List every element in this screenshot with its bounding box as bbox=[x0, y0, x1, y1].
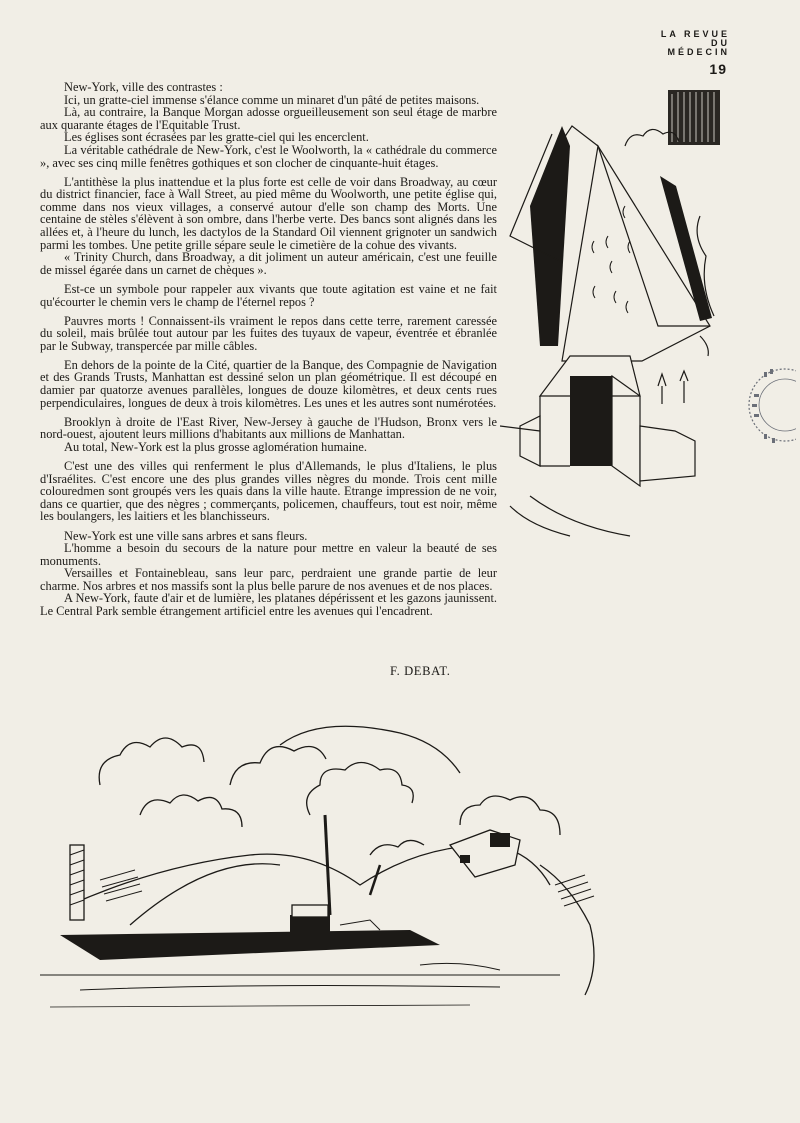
paragraph: New-York est une ville sans arbres et sans fleurs. bbox=[64, 528, 308, 543]
paragraph: A New-York, faute d'air et de lumière, les platanes dépérissent et les gazons jaunissent. Le Central Park semble étrangement artificiel entre les avenues qui l'encadrent. bbox=[40, 591, 497, 619]
paragraph: En dehors de la pointe de la Cité, quartier de la Banque, des Compagnie de Navigation et des Grands Trusts, Manhattan est dessiné selon un plan géométrique. Il est découpé en damier par quatorze avenues parallèles, longues de douze kilomètres, et deux cents rues perpendiculaires, longues de deux à trois kilomètres. Les unes et les autres sont numérotées. bbox=[40, 357, 497, 410]
paragraph: New-York, ville des contrastes : bbox=[64, 80, 223, 94]
running-head bbox=[661, 30, 730, 57]
paragraph: Les églises sont écrasées par les gratte-ciel qui les encerclent. bbox=[64, 130, 369, 145]
paragraph: Est-ce un symbole pour rappeler aux vivants que toute agitation est vaine et ne fait qu'écourter le chemin vers le champ de l'éternel repos ? bbox=[40, 281, 497, 309]
journal-title-line-1: LA REVUE bbox=[660, 29, 730, 39]
paragraph: La véritable cathédrale de New-York, c'est le Woolworth, la « cathédrale du commerce », avec ses cinq mille fenêtres gothiques et son clocher de cinquante-huit étages. bbox=[40, 142, 497, 170]
paragraph: L'antithèse la plus inattendue et la plus forte est celle de voir dans Broadway, au cœur du district financier, face à Wall Street, au pied même du Woolworth, une petite église qui, comme dans nos vieux villages, a conservé autour d'elle son champ des Morts. Une centaine de stèles s'élèvent à son ombre, dans l'herbe verte. Des bancs sont alignés dans les allées et, à l'heure du lunch, les dactylos de la Standard Oil viennent grignoter un sandwich parmi les tombes. Une petite grille sépare seule le cimetière de la cohue des vivants. bbox=[40, 174, 497, 252]
page-number: 19 bbox=[709, 61, 727, 77]
paragraph: Pauvres morts ! Connaissent-ils vraiment le repos dans cette terre, rarement caressée du soleil, mais brûlée tout autour par les fuites des tuyaux de vapeur, éventrée et ébranlée par le Subway, transpercée par mille câbles. bbox=[40, 313, 497, 353]
paragraph: « Trinity Church, dans Broadway, a dit joliment un auteur américain, c'est une feuille de missel égarée dans un carnet de chèques ». bbox=[40, 250, 497, 277]
paragraph: Brooklyn à droite de l'East River, New-Jersey à gauche de l'Hudson, Bronx vers le nord-ouest, ajoutent leurs millions d'habitants aux millions de Manhattan. bbox=[40, 414, 497, 442]
paragraph: Versailles et Fontainebleau, sans leur parc, perdraient une grande partie de leur charme. Nos arbres et nos massifs sont la plus belle parure de nos avenues et de nos places. bbox=[40, 566, 497, 593]
journal-title-line-3: MÉDECIN bbox=[667, 47, 730, 57]
library-stamp bbox=[730, 360, 796, 470]
article-body bbox=[40, 81, 497, 618]
paragraph: C'est une des villes qui renferment le plus d'Allemands, le plus d'Italiens, le plus d'Israélites. C'est encore une des plus grandes villes nègres du monde. Trois cent mille colouredmen sont groupés vers les quais dans la ville haute. Etrange impression de ne voir, dans ce quartier, que des nègres ; commerçants, policemen, chauffeurs, tout est noir, même les boulangers, les laitiers et les blanchisseurs. bbox=[40, 459, 497, 524]
skyscraper-illustration bbox=[500, 86, 730, 546]
harbor-illustration bbox=[40, 715, 640, 1025]
author-signature: F. DEBAT. bbox=[390, 664, 451, 678]
journal-title-line-2: DU bbox=[711, 38, 730, 48]
paragraph: L'homme a besoin du secours de la nature pour mettre en valeur la beauté de ses monuments. bbox=[40, 541, 497, 568]
paragraph: Au total, New-York est la plus grosse aglomération humaine. bbox=[64, 439, 367, 454]
paragraph: Ici, un gratte-ciel immense s'élance comme un minaret d'un pâté de petites maisons. bbox=[64, 92, 480, 107]
paragraph: Là, au contraire, la Banque Morgan adosse orgueilleusement son seul étage de marbre aux quarante étages de l'Equitable Trust. bbox=[40, 105, 497, 132]
